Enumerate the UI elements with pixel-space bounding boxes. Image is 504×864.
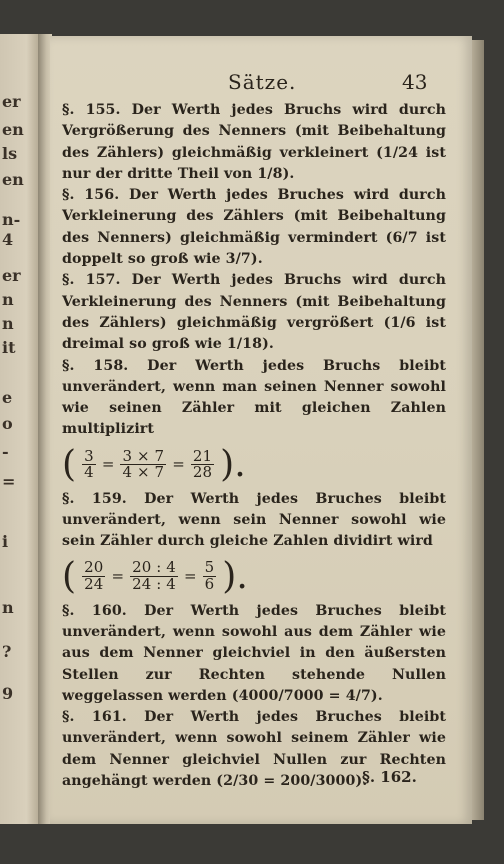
left-fragment: n [2,290,14,309]
denominator: 4 × 7 [122,463,165,482]
left-fragment: ls [2,144,18,163]
left-fragment: n [2,314,14,333]
formula-multiplication [62,443,446,485]
numerator: 20 [84,558,104,577]
paragraph-156: §. 156. Der Werth jedes Bruches wird durch Verkleinerung des Zählers (mit Beibehaltung des Nenners) gleichmäßig vermindert (6/7 ist doppelt so groß wie 3/7). [62,187,446,268]
catchword: §. 162. [362,768,417,786]
denominator: 28 [192,463,213,482]
left-fragment: 4 [2,230,14,249]
left-fragment: n [2,598,14,617]
paragraph-155: §. 155. Der Werth jedes Bruchs wird durch Vergrößerung des Nenners (mit Beibehaltung des Zählers) gleichmäßig verkleinert (1/24 ist nur der dritte Theil von 1/8). [62,102,446,182]
equals-sign: = [183,566,197,585]
left-fragment: e [2,388,13,407]
left-fragment: er [2,266,21,285]
equals-sign: = [101,455,115,474]
left-fragment: = [2,472,16,491]
paragraph-160: §. 160. Der Werth jedes Bruches bleibt unverändert, wenn sowohl aus dem Zähler wie aus dem Nenner gleichviel in den äußersten Stellen zur Rechten stehende Nullen weggelassen werden (4000/7000 = 4/7). [62,602,446,704]
denominator: 24 [84,575,104,594]
denominator: 4 [84,463,94,482]
open-paren: ( [62,555,77,597]
left-fragment: - [2,442,9,461]
paragraph-161: §. 161. Der Werth jedes Bruches bleibt unverändert, wenn sowohl seinem Zähler wie dem Nenner gleichviel Nullen zur Rechten angehängt werden (2/30 = 200/3000). [62,709,446,790]
left-fragment: n- [2,210,21,229]
paragraph-157: §. 157. Der Werth jedes Bruchs wird durch Verkleinerung des Nenners (mit Beibehaltung des Zählers) gleichmäßig vergrößert (1/6 ist dreimal so groß wie 1/18). [62,272,446,353]
left-fragment: er [2,92,21,111]
left-fragment: 9 [2,684,14,703]
equals-sign: = [172,455,185,474]
left-fragment: i [2,532,9,551]
running-head: Sätze. [228,70,297,94]
numerator: 5 [204,558,215,577]
left-fragment: it [2,338,16,357]
numerator: 3 × 7 [122,446,165,465]
fraction [191,446,214,482]
left-fragment: ? [2,642,12,661]
page-body [62,100,446,792]
left-fragment: en [2,170,24,189]
close-paren: ). [220,443,246,485]
left-page-edge [0,34,38,824]
close-paren: ). [222,555,248,597]
fraction [120,446,166,482]
book-page [50,36,472,824]
page-number: 43 [402,70,428,94]
left-fragment: o [2,414,13,433]
numerator: 20 : 4 [132,558,176,577]
page-header [50,68,472,98]
denominator: 6 [204,575,215,594]
paragraph-158: §. 158. Der Werth jedes Bruchs bleibt unverändert, wenn man seinen Nenner sowohl wie seinen Zähler mit gleichen Zahlen multiplizirt [62,357,446,438]
open-paren: ( [62,443,77,485]
numerator: 3 [84,446,94,465]
numerator: 21 [192,446,213,465]
formula-division [62,555,446,597]
equals-sign: = [111,566,125,585]
page-edge-right [472,40,484,820]
left-fragment: en [2,120,24,139]
fraction [82,560,105,593]
paragraph-159: §. 159. Der Werth jedes Bruches bleibt unverändert, wenn sein Nenner sowohl wie sein Zähler durch gleiche Zahlen dividirt wird [62,490,446,550]
fraction [203,560,217,593]
denominator: 24 : 4 [132,575,176,594]
fraction [82,446,96,482]
fraction [130,560,178,593]
